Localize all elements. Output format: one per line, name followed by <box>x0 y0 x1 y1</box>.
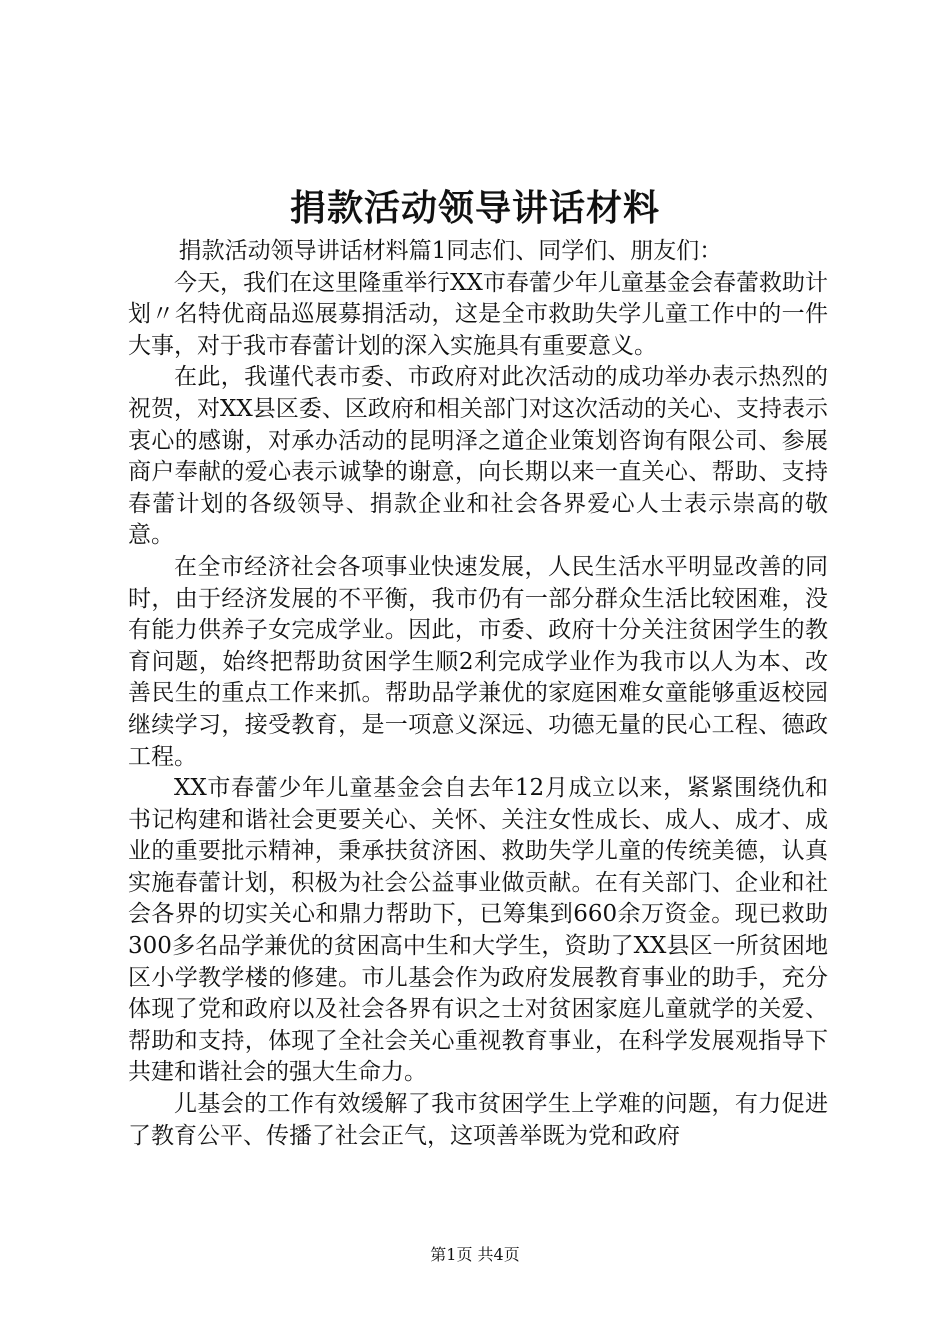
paragraph-4: 在全市经济社会各项事业快速发展，人民生活水平明显改善的同时，由于经济发展的不平衡，我市仍有一部分群众生活比较困难，没有能力供养子女完成学业。因此，市委、政府十分关注贫困学生的教育问题，始终把帮助贫困学生顺2利完成学业作为我市以人为本、改善民生的重点工作来抓。帮助品学兼优的家庭困难女童能够重返校园继续学习，接受教育，是一项意义深远、功德无量的民心工程、德政工程。 <box>128 553 828 770</box>
paragraph-1: 捐款活动领导讲话材料篇1同志们、同学们、朋友们： <box>178 238 723 264</box>
document-body <box>128 236 828 1152</box>
document-title: 捐款活动领导讲话材料 <box>289 187 660 229</box>
page-footer: 第1页 共4页 <box>430 1245 520 1264</box>
paragraph-5: XX市春蕾少年儿童基金会自去年12月成立以来，紧紧围绕仇和书记构建和谐社会更要关心、关怀、关注女性成长、成人、成才、成业的重要批示精神，秉承扶贫济困、救助失学儿童的传统美德，认真实施春蕾计划，积极为社会公益事业做贡献。在有关部门、企业和社会各界的切实关心和鼎力帮助下，已筹集到660余万资金。现已救助300多名品学兼优的贫困高中生和大学生，资助了XX县区一所贫困地区小学教学楼的修建。市儿基会作为政府发展教育事业的助手，充分体现了党和政府以及社会各界有识之士对贫困家庭儿童就学的关爱、帮助和支持，体现了全社会关心重视教育事业，在科学发展观指导下共建和谐社会的强大生命力。 <box>128 775 828 1086</box>
paragraph-6: 儿基会的工作有效缓解了我市贫困学生上学难的问题，有力促进了教育公平、传播了社会正气，这项善举既为党和政府 <box>128 1091 828 1149</box>
paragraph-2: 今天，我们在这里隆重举行XX市春蕾少年儿童基金会春蕾救助计划〃名特优商品巡展募捐活动，这是全市救助失学儿童工作中的一件大事，对于我市春蕾计划的深入实施具有重要意义。 <box>128 269 828 359</box>
paragraph-3: 在此，我谨代表市委、市政府对此次活动的成功举办表示热烈的祝贺，对XX县区委、区政府和相关部门对这次活动的关心、支持表示衷心的感谢，对承办活动的昆明泽之道企业策划咨询有限公司、参展商户奉献的爱心表示诚挚的谢意，向长期以来一直关心、帮助、支持春蕾计划的各级领导、捐款企业和社会各界爱心人士表示崇高的敬意。 <box>128 364 828 549</box>
